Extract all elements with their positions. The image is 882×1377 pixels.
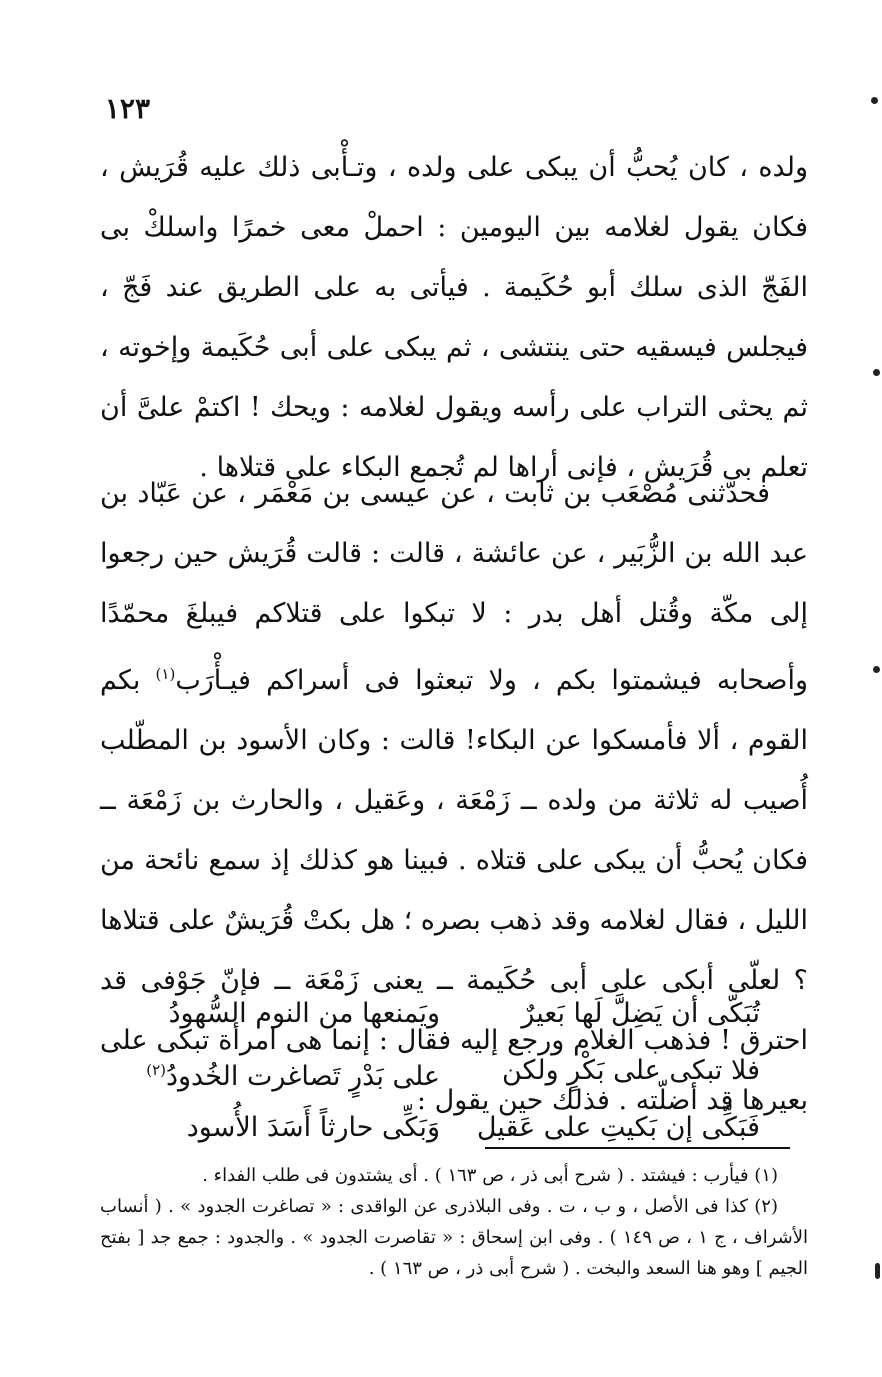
page-number: ١٢٣ — [104, 92, 150, 125]
footnote-2: (٢) كذا فى الأصل ، و ب ، ت . وفى البلاذرى عن الواقدى : « تصاغرت الجدود » . ( أنساب الأشراف ، ج ١ ، ص ١٤٩ ) . وفى ابن إسحاق : « تقاصرت الجدود » . والجدود : جمع جد [ بفتح الجيم ] وهو هنا السعد والبخت . ( شرح أبى ذر ، ص ١٦٣ ) . — [100, 1196, 808, 1279]
verse-hemistich-2-text: ويَمنعها من النوم السُّهودُ — [168, 998, 440, 1029]
paragraph-1: ولده ، كان يُحبُّ أن يبكى على ولده ، وتـأْبى ذلك عليه قُرَيش ، فكان يقول لغلامه بين اليومين : احملْ معى خمرًا واسلكْ بى الفَجّ الذى سلك أبو حُكَيمة . فيأتى به على الطريق عند فَجّ ، فيجلس فيسقيه حتى ينتشى ، ثم يبكى على أبى حُكَيمة وإخوته ، ثم يحثى التراب على رأسه ويقول لغلامه : ويحك ! اكتمْ علىَّ أن تعلم بى قُرَيش ، فإنى أراها لم تُجمع البكاء على قتلاها . — [100, 152, 808, 483]
verse-hemistich-1: فَبَكِّى إن بَكيتِ على عَقيل — [476, 1112, 760, 1143]
verse-hemistich-2 — [120, 985, 440, 1042]
footnote-separator — [485, 1147, 790, 1149]
footnote-marker-1: (١) — [155, 665, 176, 683]
verse-hemistich-2-text: على بَدْرٍ تَصاغرت الخُدودُ — [165, 1061, 440, 1092]
verse-hemistich-2 — [120, 1042, 440, 1105]
verse-hemistich-1: فلا تبكى على بَكْرٍ ولكن — [501, 1055, 760, 1086]
paragraph-2-part-1: فحدّثنى مُصْعَب بن ثابت ، عن عيسى بن مَعْمَر ، عن عَبّاد بن عبد الله بن الزُّبَير ، عن عائشة ، قالت : قالت قُرَيش حين رجعوا إلى مكّة وقُتل أهل بدر : لا تبكوا على قتلاكم فيبلغَ محمّدًا وأصحابه فيشمتوا بكم ، ولا تبعثوا فى أسراكم فيـأْرَب — [100, 478, 808, 696]
scan-speck — [873, 666, 880, 673]
poem — [120, 985, 760, 1156]
paragraph-2-part-2: بكم القوم ، ألا فأمسكوا عن البكاء! قالت : وكان الأسود بن المطّلب أُصيب له ثلاثة من ولده ــ زَمْعَة ، وعَقيل ، والحارث بن زَمْعَة ــ فكان يُحبُّ أن يبكى على قتلاه . فبينا هو كذلك إذ سمع نائحة من الليل ، فقال لغلامه وقد ذهب بصره ؛ هل بكتْ قُرَيشٌ على قتلاها ؟ لعلّى أبكى على أبى حُكَيمة ــ يعنى زَمْعَة ــ فإنّ جَوْفى قد احترق ! فذهب الغلام ورجع إليه فقال : إنما هى امرأة تبكى على بعيرها قد أضلّته . فذلك حين يقول : — [100, 665, 808, 1116]
verse-hemistich-1: تُبَكّى أن يَضِلَّ لَها بَعيرٌ — [521, 998, 760, 1029]
verse-hemistich-2-text: وَبَكِّى حارثاً أَسَدَ الأُسود — [186, 1112, 440, 1143]
scan-speck — [871, 97, 878, 104]
scan-speck — [875, 1263, 880, 1279]
scan-speck — [873, 369, 880, 376]
verse-line — [120, 985, 760, 1042]
footnotes — [100, 1160, 808, 1284]
footnote-marker-2: (٢) — [146, 1061, 166, 1079]
footnote-1: (١) فيأرب : فيشتد . ( شرح أبى ذر ، ص ١٦٣ ) . أى يشتدون فى طلب الفداء . — [202, 1165, 778, 1186]
verse-hemistich-2 — [120, 1099, 440, 1156]
verse-line — [120, 1042, 760, 1099]
